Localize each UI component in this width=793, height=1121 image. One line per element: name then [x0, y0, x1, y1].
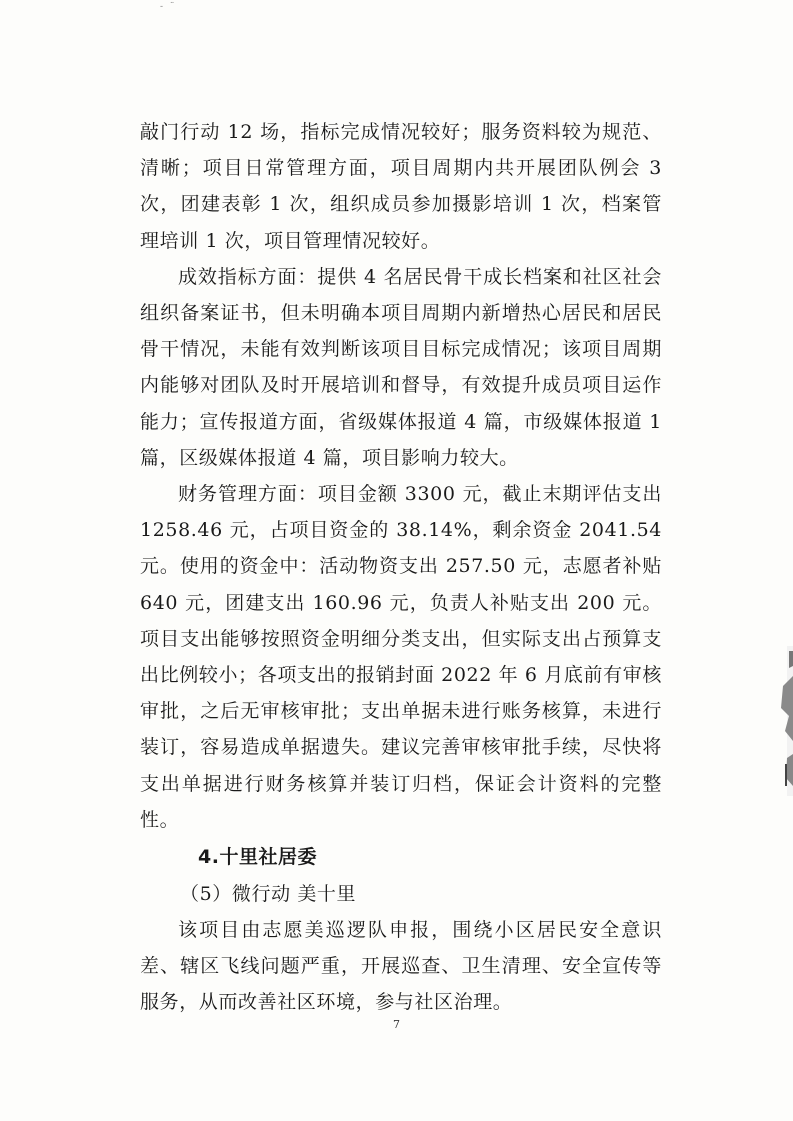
- section-heading: 4.十里社居委: [198, 846, 317, 869]
- scan-edge-artifact: [767, 646, 793, 796]
- paragraph-project-intro: 该项目由志愿美巡逻队申报，围绕小区居民安全意识差、辖区飞线问题严重，开展巡查、卫生清理、安全宣传等服务，从而改善社区环境，参与社区治理。: [140, 919, 662, 1014]
- paragraph-finance: 财务管理方面：项目金额 3300 元，截止末期评估支出 1258.46 元，占项目资金的 38.14%，剩余资金 2041.54 元。使用的资金中：活动物资支出 257.50 元，志愿者补贴 640 元，团建支出 160.96 元，负责人补贴支出 200 元。项目支出能够按照资金明细分类支出，但实际支出占预算支出比例较小；各项支出的报销封面 2022 年 6 月底前有审核审批，之后无审核审批；支出单据未进行账务核算，未进行装订，容易造成单据遗失。建议完善审核审批手续，尽快将支出单据进行财务核算并装订归档，保证会计资料的完整性。: [140, 483, 662, 831]
- paragraph-effectiveness: 成效指标方面：提供 4 名居民骨干成长档案和社区社会组织备案证书，但未明确本项目周期内新增热心居民和居民骨干情况，未能有效判断该项目目标完成情况；该项目周期内能够对团队及时开展培训和督导，有效提升成员项目运作能力；宣传报道方面，省级媒体报道 4 篇，市级媒体报道 1 篇，区级媒体报道 4 篇，项目影响力较大。: [140, 265, 662, 469]
- subsection-heading: （5）微行动 美十里: [180, 883, 357, 906]
- page-number: 7: [393, 1018, 400, 1031]
- document-body: [140, 114, 662, 1021]
- paragraph-continued: 敲门行动 12 场，指标完成情况较好；服务资料较为规范、清晰；项目日常管理方面，项目周期内共开展团队例会 3 次，团建表彰 1 次，组织成员参加摄影培训 1 次，档案管理培训 1 次，项目管理情况较好。: [140, 121, 662, 252]
- scan-mark: - ¨: [160, 2, 177, 12]
